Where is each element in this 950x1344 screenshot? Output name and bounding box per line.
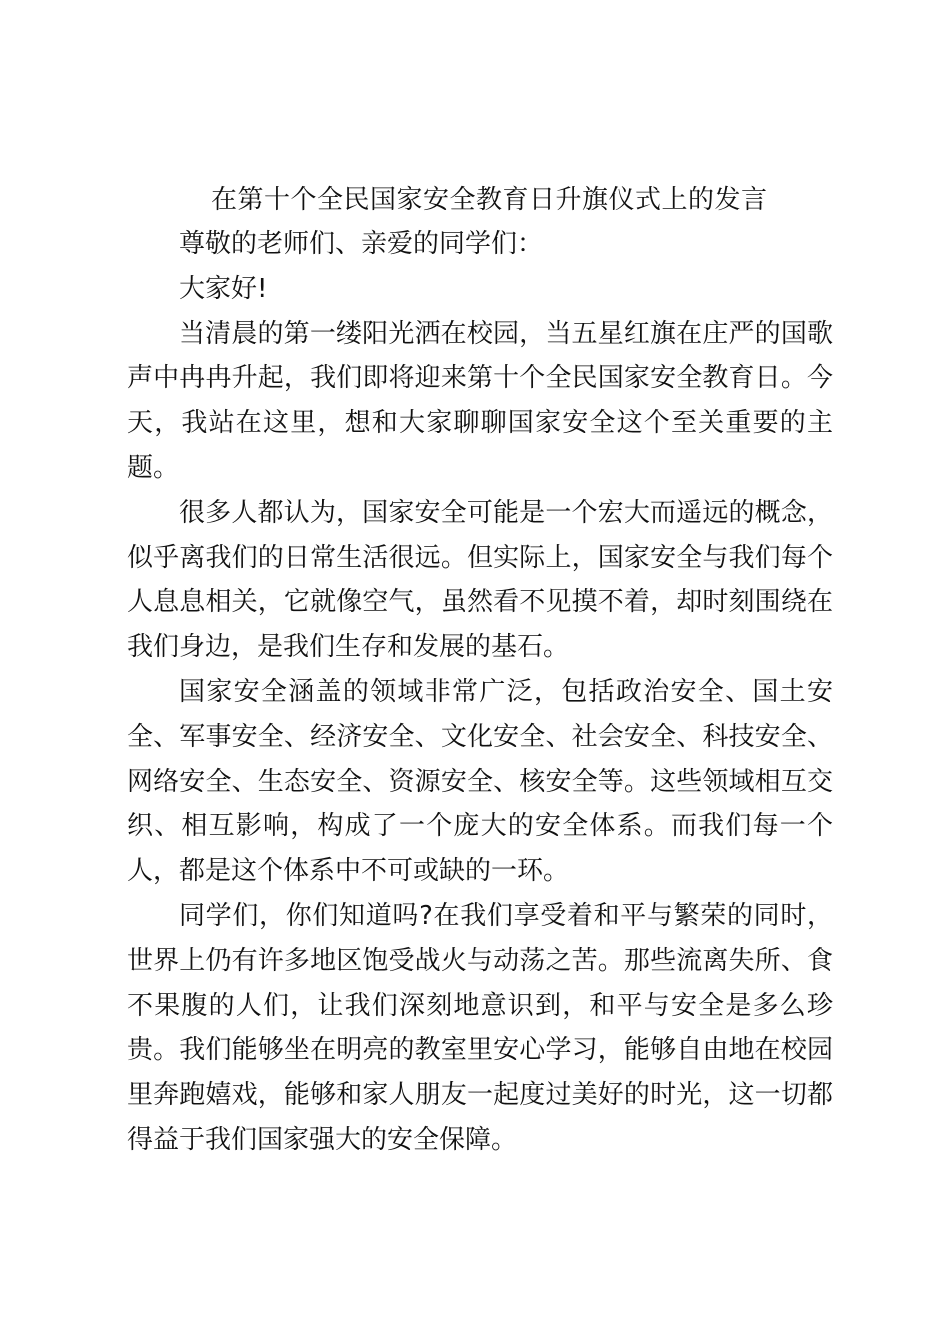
paragraph: 当清晨的第一缕阳光洒在校园，当五星红旗在庄严的国歌声中冉冉升起，我们即将迎来第十个全民国家安全教育日。今天，我站在这里，想和大家聊聊国家安全这个至关重要的主题。 — [127, 318, 833, 483]
salutation: 尊敬的老师们、亲爱的同学们： — [179, 229, 544, 259]
paragraph: 同学们，你们知道吗?在我们享受着和平与繁荣的同时，世界上仍有许多地区饱受战火与动荡之苦。那些流离失所、食不果腹的人们，让我们深刻地意识到，和平与安全是多么珍贵。我们能够坐在明亮的教室里安心学习，能够自由地在校园里奔跑嬉戏，能够和家人朋友一起度过美好的时光，这一切都得益于我们国家强大的安全保障。 — [127, 900, 833, 1155]
document-body — [127, 178, 833, 1163]
document-title: 在第十个全民国家安全教育日升旗仪式上的发言 — [211, 185, 768, 215]
greeting: 大家好! — [179, 273, 268, 304]
paragraph: 很多人都认为，国家安全可能是一个宏大而遥远的概念，似乎离我们的日常生活很远。但实际上，国家安全与我们每个人息息相关，它就像空气，虽然看不见摸不着，却时刻围绕在我们身边，是我们生存和发展的基石。 — [127, 497, 833, 663]
paragraph: 国家安全涵盖的领域非常广泛，包括政治安全、国土安全、军事安全、经济安全、文化安全、社会安全、科技安全、网络安全、生态安全、资源安全、核安全等。这些领域相互交织、相互影响，构成了一个庞大的安全体系。而我们每一个人，都是这个体系中不可或缺的一环。 — [127, 676, 833, 887]
